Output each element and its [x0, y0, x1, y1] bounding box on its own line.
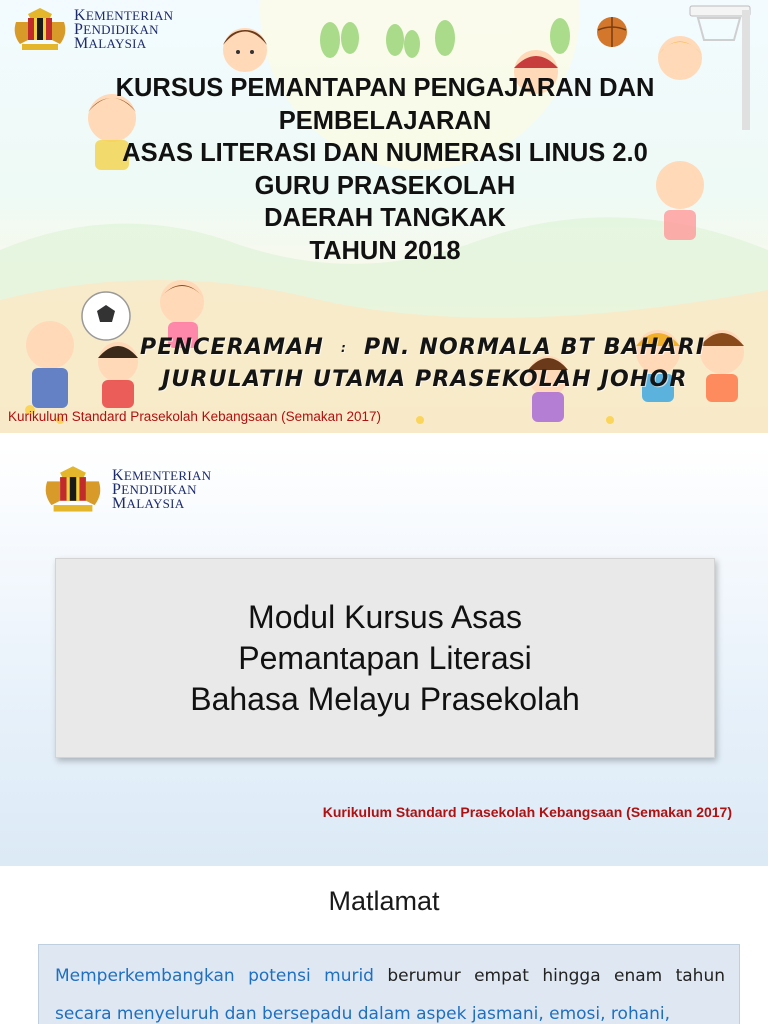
- ministry-name: KEMENTERIAN PENDIDIKAN MALAYSIA: [74, 7, 174, 52]
- slide-module-title: [0, 446, 768, 866]
- slide-title-course: [0, 0, 768, 433]
- ministry-logo: [38, 462, 211, 518]
- curriculum-footer: Kurikulum Standard Prasekolah Kebangsaan (Semakan 2017): [8, 409, 381, 424]
- goal-body: berumur empat hingga enam tahun: [373, 966, 725, 986]
- title-line: ASAS LITERASI DAN NUMERASI LINUS 2.0: [122, 139, 648, 167]
- curriculum-footer: Kurikulum Standard Prasekolah Kebangsaan (Semakan 2017): [322, 804, 732, 820]
- crest-icon: [38, 462, 108, 518]
- goal-highlight: Memperkembangkan potensi murid: [55, 966, 374, 986]
- module-title-line: Bahasa Melayu Prasekolah: [190, 680, 580, 717]
- module-title-box: [55, 558, 715, 758]
- soccer-ball-icon: [82, 292, 130, 340]
- title-line: KURSUS PEMANTAPAN PENGAJARAN DAN: [115, 74, 655, 102]
- ministry-logo: [10, 4, 173, 56]
- module-title-line: Modul Kursus Asas: [248, 598, 522, 635]
- presenter-role: JURULATIH UTAMA PRASEKOLAH JOHOR: [162, 367, 688, 392]
- goal-text: [55, 957, 725, 1024]
- course-title: [40, 72, 730, 267]
- presenter-separator: :: [341, 341, 348, 355]
- module-title: [190, 597, 580, 720]
- title-line: PEMBELAJARAN: [278, 106, 492, 135]
- title-line: GURU PRASEKOLAH: [254, 171, 516, 200]
- child-character-icon: [98, 342, 138, 408]
- presenter-name: PN. NORMALA BT BAHARI: [364, 335, 706, 360]
- title-line: TAHUN 2018: [309, 236, 461, 265]
- ministry-name: KEMENTERIAN PENDIDIKAN MALAYSIA: [112, 467, 212, 512]
- presenter-info: [140, 332, 705, 396]
- slide-goal: [0, 866, 768, 1024]
- crest-icon: [10, 4, 70, 56]
- goal-highlight: secara menyeluruh dan bersepadu dalam aspek jasmani, emosi, rohani,: [55, 1004, 671, 1024]
- module-title-line: Pemantapan Literasi: [238, 639, 532, 676]
- goal-box: [38, 944, 740, 1024]
- presenter-label: PENCERAMAH: [140, 335, 325, 360]
- child-character-icon: [700, 330, 744, 402]
- goal-heading: Matlamat: [328, 886, 440, 916]
- child-character-icon: [223, 28, 267, 72]
- title-line: DAERAH TANGKAK: [264, 204, 506, 232]
